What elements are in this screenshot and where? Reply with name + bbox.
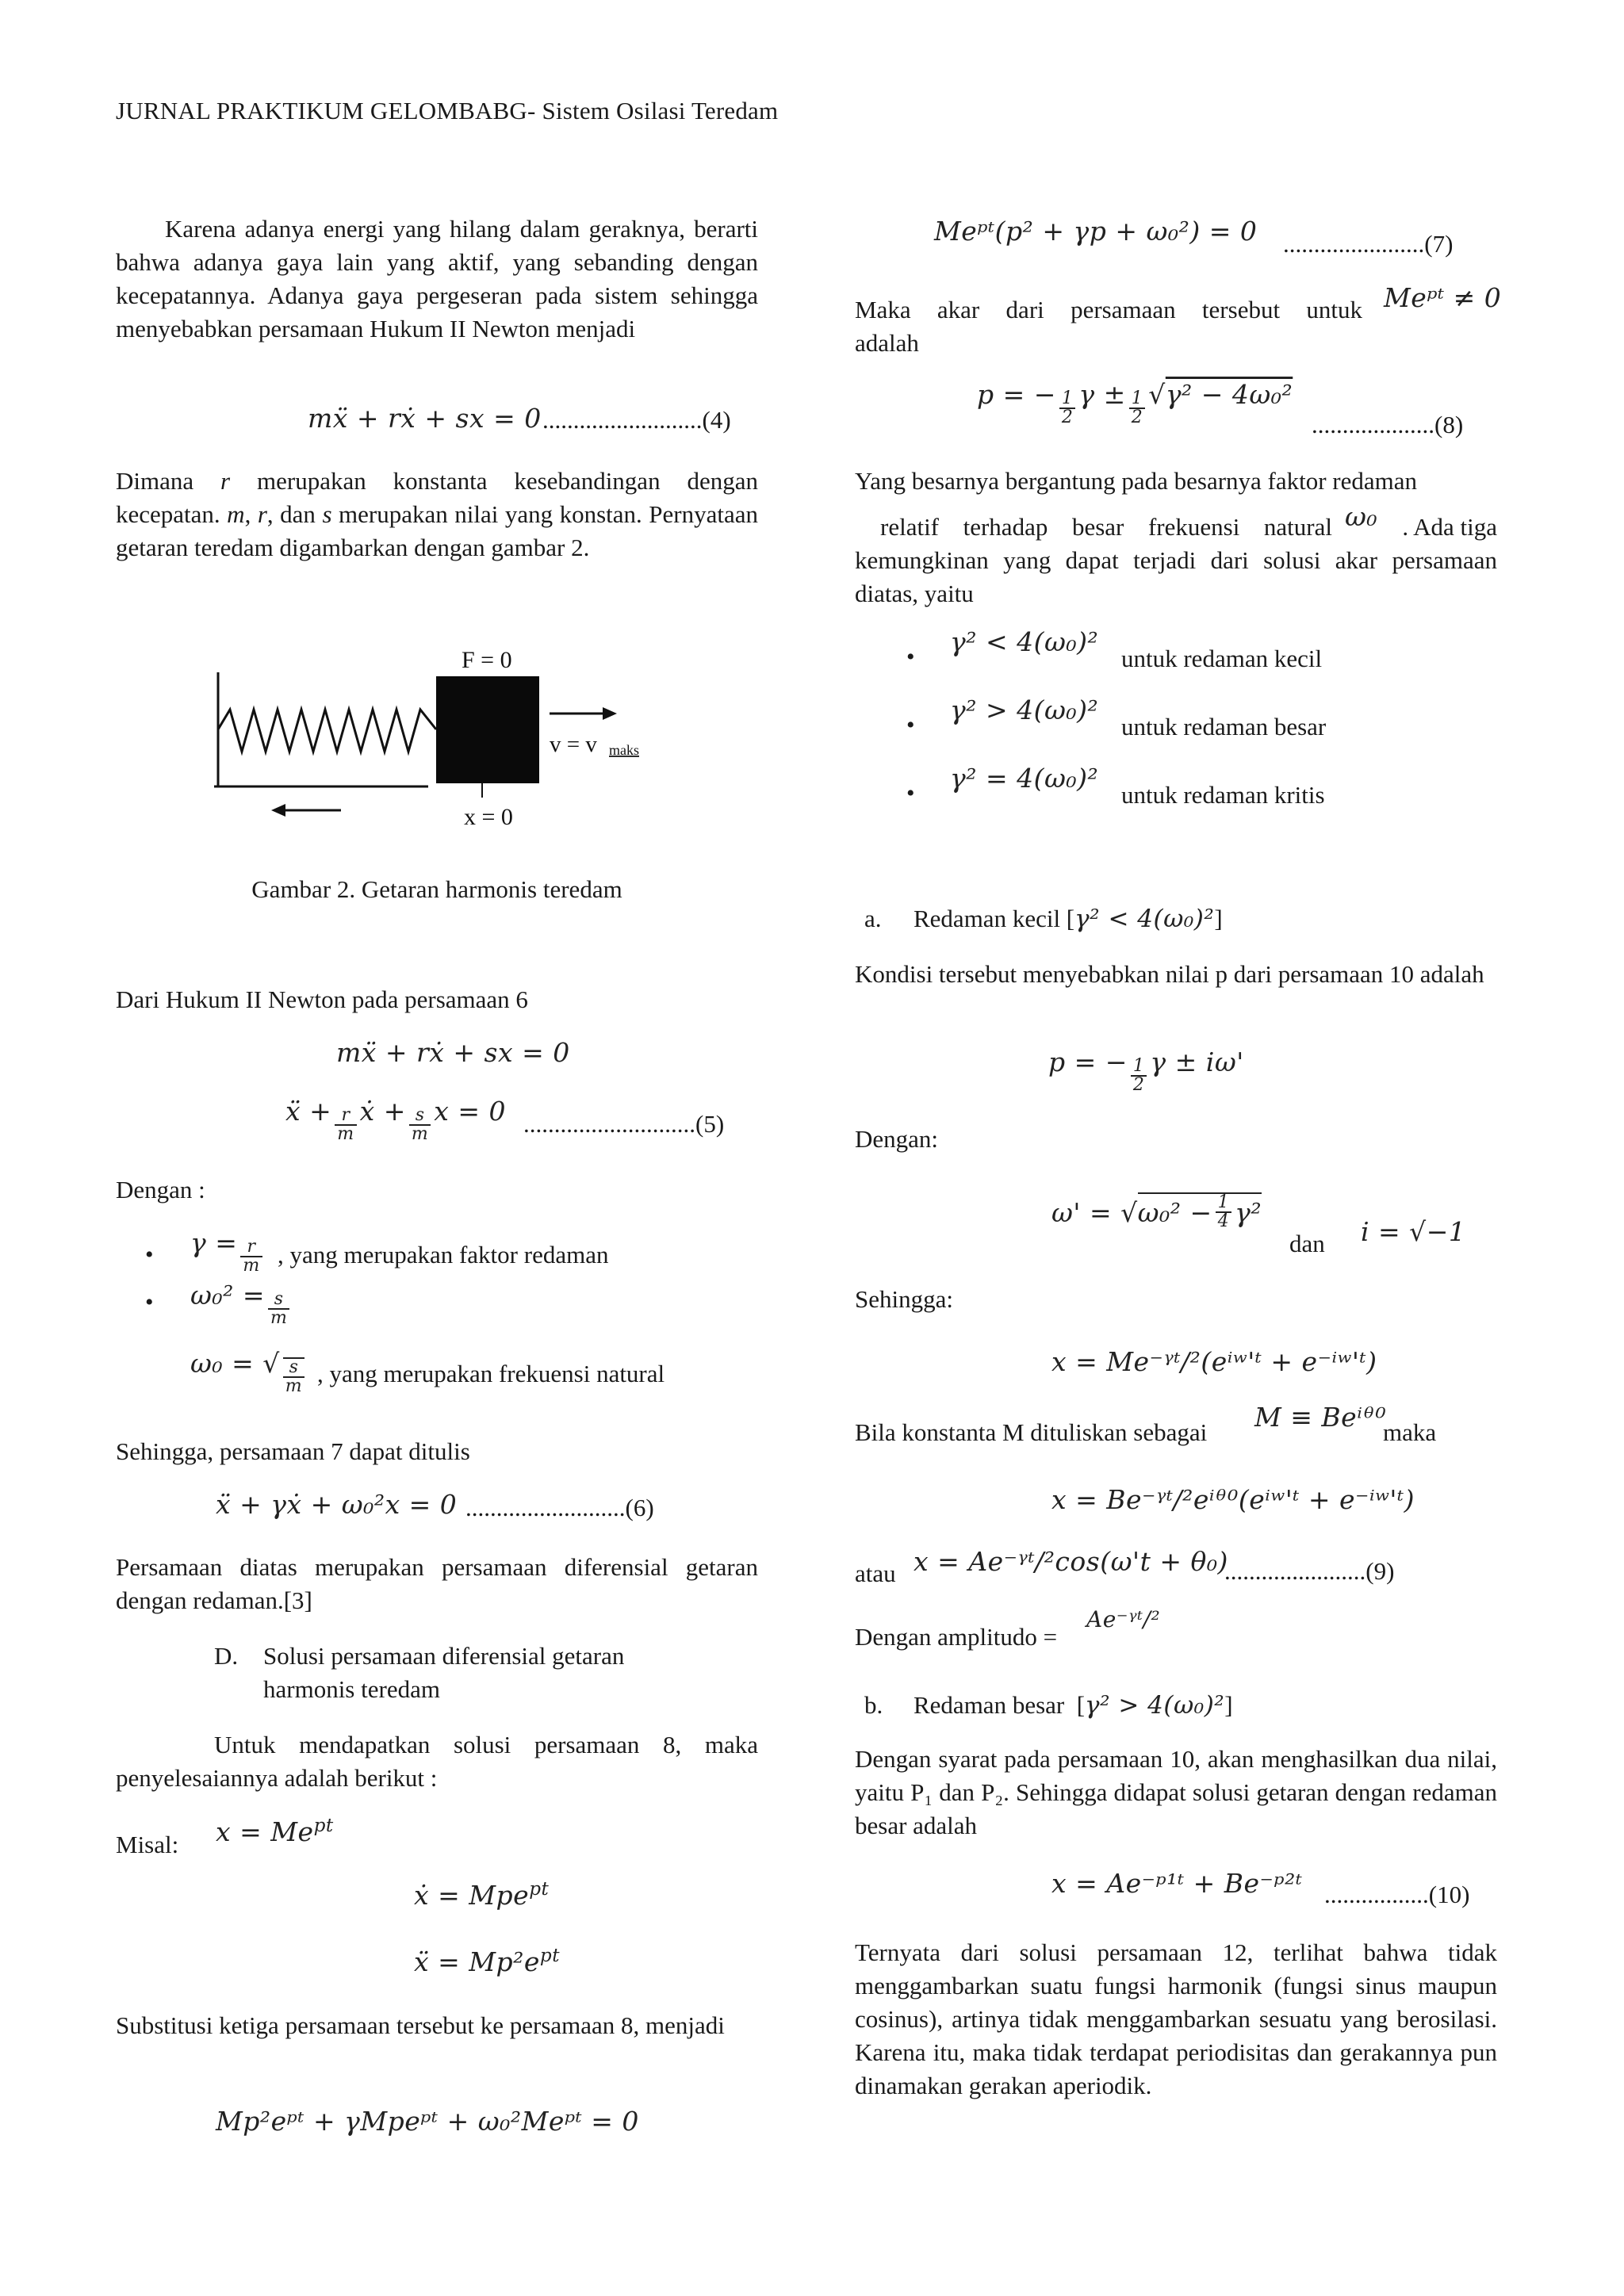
equation-x-small: x = Me⁻ᵞᵗ/²(eⁱʷ'ᵗ + e⁻ⁱʷ'ᵗ): [1051, 1346, 1377, 1377]
equation-substitution: Mp²eᵖᵗ + γMpeᵖᵗ + ω₀²Meᵖᵗ = 0: [216, 2106, 639, 2137]
paragraph-substitusi: Substitusi ketiga persamaan tersebut ke persamaan 8, menjadi: [116, 2011, 725, 2039]
equation-5b: ẍ + $\frac{r}{m}$ ẋ + $\frac{s}{m}$ x = 0: [285, 1096, 507, 1144]
velocity-subscript: maks: [609, 742, 639, 758]
equation-5a: mẍ + rẋ + sx = 0: [336, 1037, 570, 1068]
equation-10: x = Ae⁻ᵖ¹ᵗ + Be⁻ᵖ²ᵗ: [1051, 1868, 1303, 1899]
equation-omega-sqrt: ω₀ = √ $\frac{s}{m}$: [190, 1348, 308, 1395]
equation-8-number: ....................(8): [1312, 411, 1464, 438]
paragraph-akar: Maka akar dari persamaan tersebut untuk: [855, 296, 1362, 323]
paragraph-dimana: Dimana r merupakan konstanta kesebandingan dengan kecepatan. m, r, dan s merupakan nilai yang konstan. Pernyataan getaran teredam digambarkan dengan gambar 2.: [116, 467, 759, 561]
equation-8: p = − $\frac{1}{2}$ γ ± $\frac{1}{2}$ √γ² − 4ω₀²: [977, 379, 1293, 427]
bullet-dot: •: [906, 644, 915, 670]
label-dan: dan: [1289, 1230, 1325, 1257]
equation-10-number: .................(10): [1324, 1881, 1470, 1908]
equation-4: mẍ + rẋ + sx = 0: [308, 403, 542, 434]
figure-caption: Gambar 2. Getaran harmonis teredam: [251, 875, 622, 903]
case-small-text: untuk redaman kecil: [1121, 645, 1323, 672]
label-misal: Misal:: [116, 1831, 179, 1858]
equation-5-number: ............................(5): [523, 1110, 725, 1138]
case-large-equation: γ² > 4(ω₀)²: [950, 695, 1099, 725]
equation-4-number: ..........................(4): [542, 406, 731, 434]
equation-i: i = √−1: [1361, 1216, 1466, 1247]
mass-block: [436, 676, 539, 783]
bullet-gamma-text: , yang merupakan faktor redaman: [278, 1241, 609, 1269]
paragraph-intro: Karena adanya energi yang hilang dalam geraknya, berarti bahwa adanya gaya lain yang aktif, yang sebanding dengan kecepatannya. Adanya gaya pergeseran pada sistem sehingga menyebabkan persamaan Hukum II Newton menjadi: [116, 215, 758, 342]
section-b-letter: b.: [864, 1691, 883, 1719]
label-amplitudo: Dengan amplitudo =: [855, 1623, 1058, 1651]
paragraph-kondisi: Kondisi tersebut menyebabkan nilai p dari persamaan 10 adalah: [855, 960, 1484, 988]
paragraph-adalah: adalah: [855, 329, 919, 357]
equation-6: ẍ + γẋ + ω₀²x = 0: [216, 1489, 458, 1520]
velocity-arrowhead: [603, 707, 617, 720]
left-arrowhead: [271, 804, 285, 817]
equation-xdot: ẋ = Mpe$^{pt}$: [414, 1879, 550, 1911]
paragraph-relatif: relatif terhadap besar frekuensi natural: [880, 513, 1332, 541]
section-d-title: Solusi persamaan diferensial getaran harmonis teredam: [263, 1642, 625, 1703]
label-dengan: Dengan :: [116, 1176, 205, 1203]
equation-7-number: .......................(7): [1283, 230, 1454, 258]
equation-omega0-inline: ω₀: [1345, 501, 1378, 532]
label-maka: maka: [1383, 1418, 1437, 1446]
section-a-title: Redaman kecil [ γ² < 4(ω₀)² ]: [914, 905, 1223, 933]
case-critical-equation: γ² = 4(ω₀)²: [950, 763, 1099, 794]
equation-p-small: p = − $\frac{1}{2}$ γ ± iω': [1048, 1047, 1244, 1095]
force-label: F = 0: [462, 647, 512, 673]
equation-m-def: M ≡ Beⁱᶿ⁰: [1254, 1402, 1387, 1433]
paragraph-besarnya: Yang besarnya bergantung pada besarnya faktor redaman: [855, 467, 1418, 495]
equation-7: Meᵖᵗ(p² + γp + ω₀²) = 0: [934, 216, 1258, 247]
paragraph-ada-tiga-start: . Ada tiga: [1402, 513, 1497, 541]
paragraph-sehingga: Sehingga, persamaan 7 dapat ditulis: [116, 1437, 470, 1465]
running-header: JURNAL PRAKTIKUM GELOMBABG- Sistem Osilasi Teredam: [116, 97, 779, 124]
equation-9: x = Ae⁻ᵞᵗ/²cos(ω't + θ₀): [914, 1546, 1228, 1577]
case-large-text: untuk redaman besar: [1121, 713, 1327, 740]
equation-9-number: .......................(9): [1224, 1557, 1395, 1585]
equation-gamma: γ = $\frac{r}{m}$: [190, 1227, 266, 1275]
section-a-letter: a.: [864, 905, 882, 932]
equation-misal: $x = Me^{pt}$: [216, 1816, 334, 1847]
case-critical-text: untuk redaman kritis: [1121, 781, 1325, 809]
bullet-dot: •: [145, 1242, 154, 1268]
paragraph-solusi: Untuk mendapatkan solusi persamaan 8, maka penyelesaiannya adalah berikut :: [116, 1731, 758, 1792]
bullet-dot: •: [145, 1289, 154, 1315]
spring-zigzag: [218, 710, 436, 752]
section-b-title: Redaman besar [ γ² > 4(ω₀)² ]: [914, 1691, 1233, 1720]
paragraph-ternyata: Ternyata dari solusi persamaan 12, terlihat bahwa tidak menggambarkan suatu fungsi harmonik (fungsi sinus maupun cosinus), artinya tidak menggambarkan sesuatu yang berosilasi. Karena itu, maka tidak terdapat periodisitas dan gerakannya pun dinamakan gerakan aperiodik.: [855, 1938, 1497, 2099]
spring-mass-figure: [182, 634, 674, 840]
paragraph-konstanta-m: Bila konstanta M dituliskan sebagai: [855, 1418, 1208, 1446]
section-d-letter: D.: [214, 1642, 239, 1670]
label-dengan-right: Dengan:: [855, 1125, 939, 1153]
label-atau: atau: [855, 1559, 896, 1587]
equation-amplitude: Ae⁻ᵞᵗ/²: [1086, 1606, 1161, 1632]
position-label: x = 0: [464, 804, 513, 830]
equation-omega-prime: ω' = √ ω₀² − $\frac{1}{4}$ γ²: [1051, 1192, 1262, 1231]
bullet-omega-text: , yang merupakan frekuensi natural: [317, 1360, 665, 1387]
case-small-equation: γ² < 4(ω₀)²: [950, 626, 1099, 657]
velocity-label: v = v: [550, 732, 597, 757]
paragraph-kemungkinan: kemungkinan yang dapat terjadi dari solusi akar persamaan diatas, yaitu: [855, 546, 1497, 607]
equation-xddot: ẍ = $Mp^2e^{pt}$: [414, 1946, 560, 1977]
paragraph-newton: Dari Hukum II Newton pada persamaan 6: [116, 985, 528, 1013]
paragraph-syarat: Dengan syarat pada persamaan 10, akan menghasilkan dua nilai, yaitu P₁ dan P₂. Sehingga didapat solusi getaran dengan redaman besar adalah: [855, 1745, 1497, 1839]
label-sehingga: Sehingga:: [855, 1285, 953, 1313]
equation-x-b: x = Be⁻ᵞᵗ/²eⁱᶿ⁰(eⁱʷ'ᵗ + e⁻ⁱʷ'ᵗ): [1051, 1484, 1415, 1515]
equation-meptneq0: Meᵖᵗ ≠ 0: [1384, 282, 1502, 313]
paragraph-diferensial: Persamaan diatas merupakan persamaan diferensial getaran dengan redaman.[3]: [116, 1553, 758, 1614]
bullet-dot: •: [906, 780, 915, 806]
bullet-dot: •: [906, 712, 915, 738]
equation-omega-squared: ω₀² = $\frac{s}{m}$: [190, 1280, 293, 1327]
equation-6-number: ..........................(6): [465, 1494, 654, 1521]
